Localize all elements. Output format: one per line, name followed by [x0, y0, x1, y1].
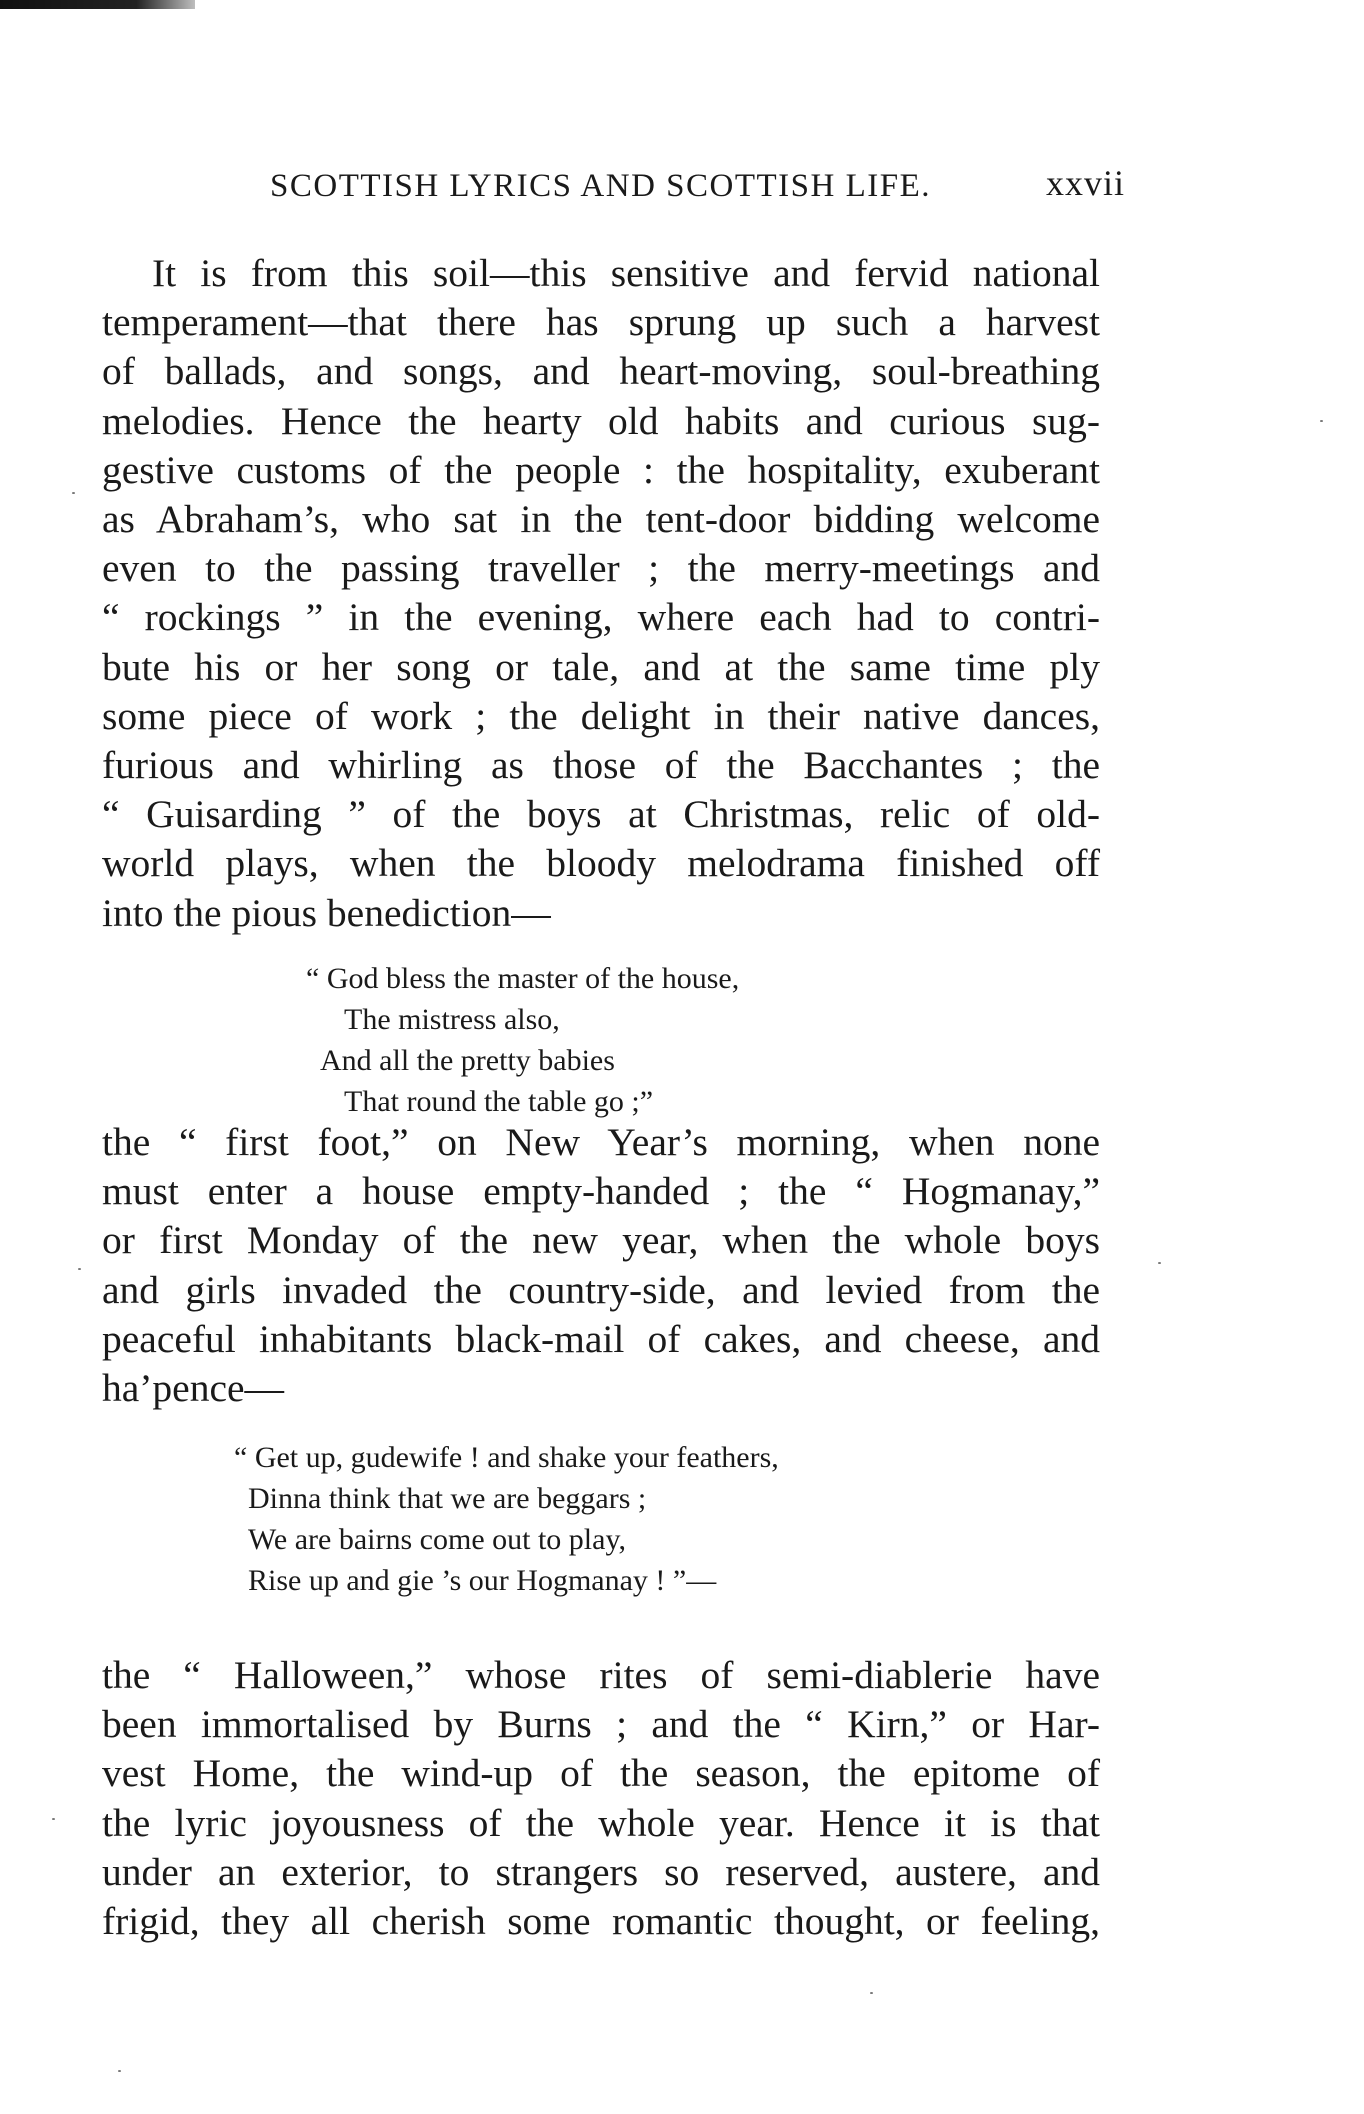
- text-line: as Abraham’s, who sat in the tent-door bidding welcome: [102, 497, 1100, 542]
- text-line: “ rockings ” in the evening, where each had to contri-: [102, 595, 1100, 640]
- running-head: [270, 163, 1125, 218]
- text-line: vest Home, the wind-up of the season, the epitome of: [102, 1751, 1100, 1796]
- page-number: xxvii: [1045, 163, 1125, 203]
- verse-line: “ Get up, gudewife ! and shake your feathers,: [234, 1441, 779, 1474]
- verse-line: And all the pretty babies: [320, 1044, 615, 1077]
- text-line: temperament—that there has sprung up such a harvest: [102, 300, 1100, 345]
- paragraph-2: [102, 1118, 1100, 1413]
- text-line: of ballads, and songs, and heart-moving, soul-breathing: [102, 349, 1100, 394]
- text-line: bute his or her song or tale, and at the same time ply: [102, 644, 1100, 689]
- text-line: must enter a house empty-handed ; the “ Hogmanay,”: [102, 1169, 1100, 1214]
- verse-line: Rise up and gie ’s our Hogmanay ! ”—: [248, 1564, 717, 1597]
- verse-line: Dinna think that we are beggars ;: [248, 1482, 647, 1515]
- verse-line: We are bairns come out to play,: [248, 1523, 627, 1556]
- text-line: frigid, they all cherish some romantic thought, or feeling,: [102, 1899, 1100, 1944]
- text-line: world plays, when the bloody melodrama finished off: [102, 841, 1100, 886]
- text-line: into the pious benediction—: [102, 890, 551, 935]
- paper-speck: [78, 1268, 81, 1270]
- paper-speck: [52, 1818, 55, 1820]
- verse-2: [234, 1437, 779, 1601]
- paper-speck: [1320, 420, 1323, 422]
- text-line: gestive customs of the people : the hospitality, exuberant: [102, 447, 1100, 492]
- paper-speck: [118, 2070, 121, 2072]
- text-line: and girls invaded the country-side, and levied from the: [102, 1267, 1100, 1312]
- text-line: been immortalised by Burns ; and the “ Kirn,” or Har-: [102, 1702, 1100, 1747]
- text-line: or first Monday of the new year, when the whole boys: [102, 1218, 1100, 1263]
- text-line: ha’pence—: [102, 1366, 285, 1411]
- text-line: under an exterior, to strangers so reserved, austere, and: [102, 1849, 1100, 1894]
- text-line: even to the passing traveller ; the merry-meetings and: [102, 546, 1100, 591]
- paragraph-3: [102, 1651, 1100, 1946]
- text-line: furious and whirling as those of the Bacchantes ; the: [102, 743, 1100, 788]
- verse-line: The mistress also,: [344, 1003, 560, 1036]
- text-line: some piece of work ; the delight in their native dances,: [102, 693, 1100, 738]
- text-line: peaceful inhabitants black-mail of cakes, and cheese, and: [102, 1316, 1100, 1361]
- paper-speck: [72, 492, 75, 494]
- verse-1: [306, 958, 739, 1122]
- text-line: the “ first foot,” on New Year’s morning, when none: [102, 1120, 1100, 1164]
- text-line: the lyric joyousness of the whole year. Hence it is that: [102, 1800, 1100, 1845]
- paper-speck: [870, 1992, 873, 1994]
- text-line: melodies. Hence the hearty old habits and curious sug-: [102, 398, 1100, 443]
- text-line: the “ Halloween,” whose rites of semi-diablerie have: [102, 1653, 1100, 1697]
- verse-line: That round the table go ;”: [344, 1085, 654, 1118]
- running-title: SCOTTISH LYRICS AND SCOTTISH LIFE.: [270, 168, 932, 204]
- paragraph-1: [102, 249, 1100, 938]
- scan-edge-mark: [0, 0, 195, 9]
- text-line: “ Guisarding ” of the boys at Christmas, relic of old-: [102, 792, 1100, 837]
- paper-speck: [1158, 1262, 1161, 1264]
- verse-line: “ God bless the master of the house,: [306, 962, 740, 995]
- text-line: It is from this soil—this sensitive and fervid national: [152, 251, 1100, 295]
